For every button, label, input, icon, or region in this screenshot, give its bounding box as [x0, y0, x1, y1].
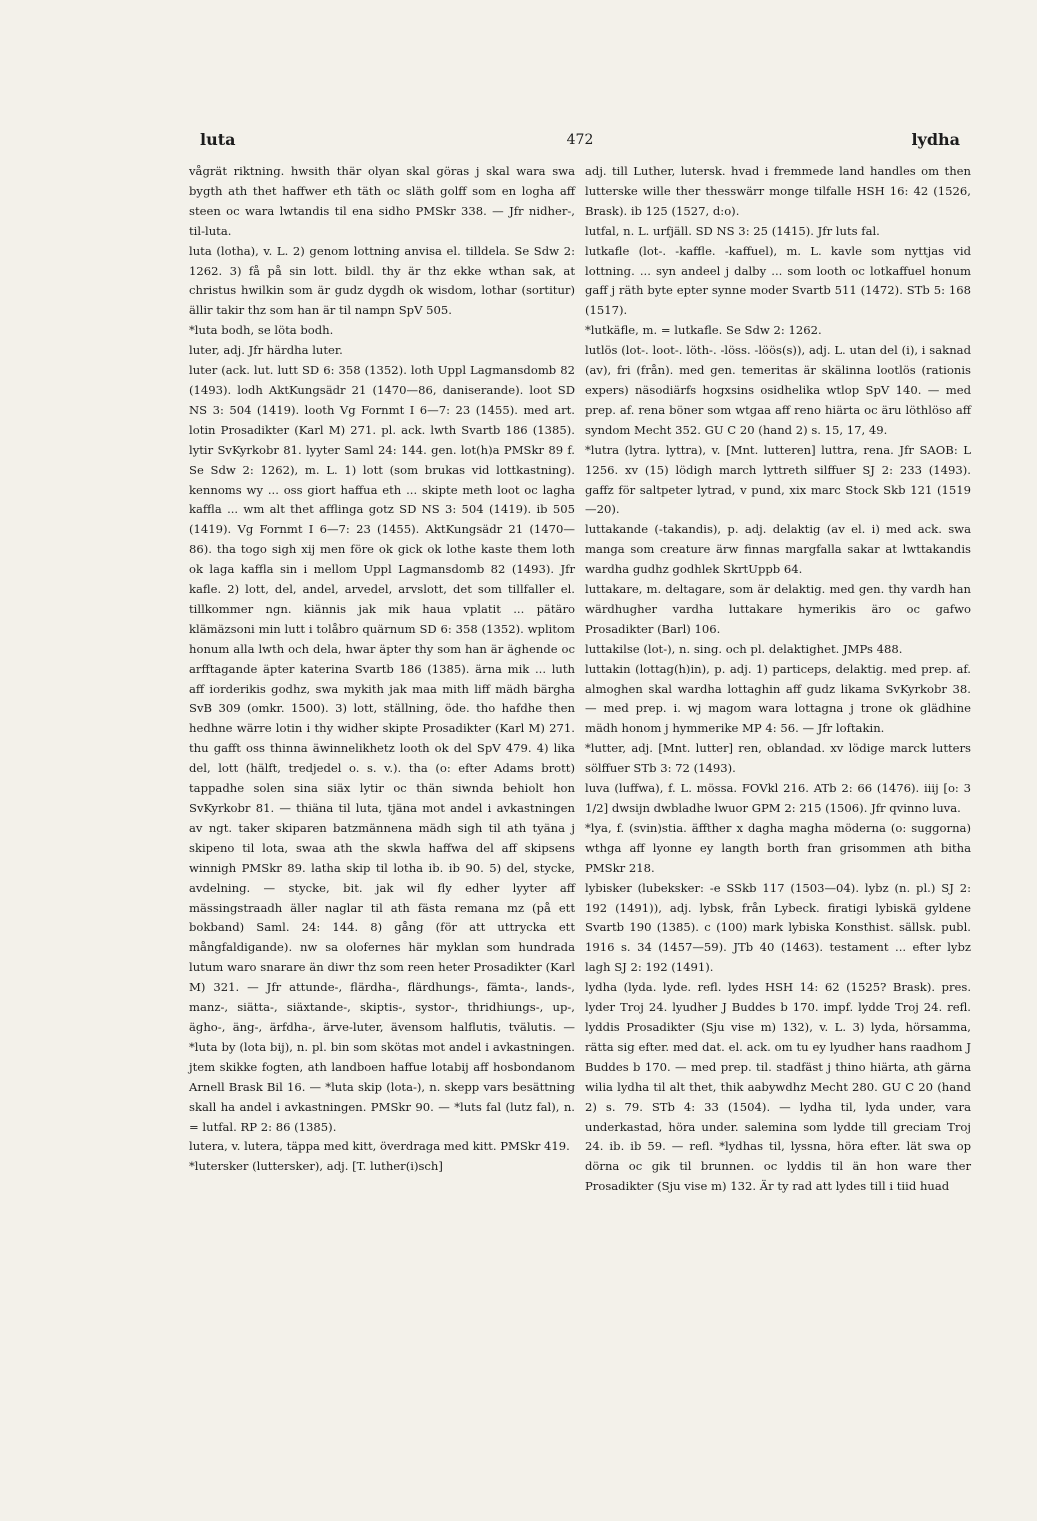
entry — [585, 580, 971, 640]
entry-text: luttakin (lottag(h)in), p. adj. 1) particeps, delaktig. med prep. af. almoghen skal wardha lottaghin aff gudz likama SvKyrkobr 38. — med prep. i. wj magom wara lottagna j trone ok glädhine mädh honom j hymmerike MP 4: 56. — Jfr loftakin. — [585, 661, 971, 736]
entry-text: lybisker (lubeksker: -e SSkb 117 (1503—04). lybz (n. pl.) SJ 2: 192 (1491)), adj. lybsk, från Lybeck. firatigi lybiskä gyldene Svartb 190 (1385). c (100) mark lybiska Konsthist. sällsk. publ. 1916 s. 34 (1457—59). JTb 40 (1463). testament ... efter lybz lagh SJ 2: 192 (1491). — [585, 880, 971, 975]
entry-text: luttakilse (lot-), n. sing. och pl. delaktighet. JMPs 488. — [585, 641, 903, 656]
entry-text: lutfal, n. L. urfjäll. SD NS 3: 25 (1415). Jfr luts fal. — [585, 223, 880, 238]
entry-text: lutkafle (lot-. -kaffle. -kaffuel), m. L. kavle som nyttjas vid lottning. ... syn andeel j dalby ... som looth oc lotkaffuel honum gaff j räth byte epter synne moder Svartb 511 (1472). STb 5: 168 (1517). — [585, 243, 971, 318]
entry-text: lutera, v. lutera, täppa med kitt, överdraga med kitt. PMSkr 419. — [189, 1139, 570, 1154]
entry-text: luta (lotha), v. L. 2) genom lottning anvisa el. tilldela. Se Sdw 2: 1262. 3) få på sin lott. bildl. thy är thz ekke wthan sak, at christus hwilkin som är gudz dygdh ok wisdom, lothar (sortitur) ällir takir thz som han är til nampn SpV 505. — [189, 243, 575, 318]
entry — [189, 361, 575, 1137]
entry — [585, 222, 971, 242]
entry-text: adj. till Luther, lutersk. hvad i fremmede land handles om then lutterske wille ther thesswärr monge tilfalle HSH 16: 42 (1526, Brask). ib 125 (1527, d:o). — [585, 164, 971, 218]
entry-text: lutlös (lot-. loot-. löth-. -löss. -löös(s)), adj. L. utan del (i), i saknad (av), fri (från). med gen. temeritas är skälinna lootlös (rationis expers) näsodiärfs hogxsins osidhelika wtlop SpV 140. — med prep. af. rena böner som wtgaa aff reno hiärta oc äru löthlöso aff syndom Mecht 352. GU C 20 (hand 2) s. 15, 17, 49. — [585, 343, 971, 437]
entry-text: lydha (lyda. lyde. refl. lydes HSH 14: 62 (1525? Brask). pres. lyder Troj 24. lyudher J Buddes b 170. impf. lydde Troj 24. refl. lyddis Prosadikter (Sju vise m) 132), v. L. 3) lyda, hörsamma, rätta sig efter. med dat. el. ack. om tu ey lyudher hans raadhom J Buddes b 170. — med prep. til. stadfäst j thino hiärta, ath gärna wilia lydha til alt thet, thik aabywdhz Mecht 280. GU C 20 (hand 2) s. 79. STb 4: 33 (1504). — lydha til, lyda under, vara underkastad, höra under. salemina som lydde till greciam Troj 24. ib. ib 59. — refl. *lydhas til, lyssna, höra efter. lät swa op dörna oc gik til brunnen. oc lyddis til än hon ware ther Prosadikter (Sju vise m) 132. Är ty rad att lydes till i tiid huad — [585, 980, 971, 1194]
entry-text: luttakande (-takandis), p. adj. delaktig (av el. i) med ack. swa manga som creature ärw finnas margfalla sakar at lwttakandis wardha gudhz godhlek SkrtUppb 64. — [585, 522, 971, 577]
entry-text: luter (ack. lut. lutt SD 6: 358 (1352). loth Uppl Lagmansdomb 82 (1493). lodh AktKungsädr 21 (1470—86, daniserande). loot SD NS 3: 504 (1419). looth Vg Fornmt I 6—7: 23 (1455). med art. lotin Prosadikter (Karl M) 271. pl. ack. lwth Svartb 186 (1385). lytir SvKyrkobr 81. lyyter Saml 24: 144. gen. lot(h)a PMSkr 89 f. Se Sdw 2: 1262), m. L. 1) lott (som brukas vid lottkastning). kennoms wy ... oss giort haffua eth ... skipte meth loot oc lagha kaffla ... wm alt thet afflinga gotz SD NS 3: 504 (1419). ib 505 (1419). Vg Fornmt I 6—7: 23 (1455). AktKungsädr 21 (1470—86). tha togo sigh xij men före ok gick ok lothe kaste them loth ok laga kaffla sin i mellom Uppl Lagmansdomb 82 (1493). Jfr kafle. 2) lott, del, andel, arvedel, arvslott, det som tillfaller el. tillkommer ngn. kiännis jak mik haua vplatit ... pätäro klämäzsoni min lutt i tolåbro quärnum SD 6: 358 (1352). wplitom honum alla lwth och dela, hwar äpter thy som han är äghende oc arfftagande äpter katerina Svartb 186 (1385). ärna mik ... luth aff iorderikis godhz, swa mykith jak maa mith liff mädh bärgha SvB 309 (omkr. 1500). 3) lott, ställning, öde. tho hafdhe then hedhne wärre lotin i thy widher skipte Prosadikter (Karl M) 271. thu gafft oss thinna äwinnelikhetz looth ok del SpV 479. 4) lika del, lott (hälft, tredjedel o. s. v.). tha (o: efter Adams brott) tappadhe solen sina siäx lytir oc thän siwnda behiolt hon SvKyrkobr 81. — thiäna til luta, tjäna mot andel i avkastningen av ngt. taker skiparen batzmännena mädh sigh til ath tyäna j skipeno til lota, swaa ath the skwla haffwa del aff skipsens winnigh PMSkr 89. latha skip til lotha ib. ib 90. 5) del, stycke, avdelning. — stycke, bit. jak wil fly edher lyyter aff mässingstraadh äller naglar til ath fästa remana mz (på ett bokband) Saml. 24: 144. 8) gång (för att uttrycka ett mångfaldigande). nw sa olofernes här myklan som hundrada lutum waro snarare än diwr thz som reen heter Prosadikter (Karl M) 321. — Jfr attunde-, flärdha-, flärdhungs-, fämta-, lands-, manz-, siätta-, siäxtande-, skiptis-, systor-, thridhiungs-, up-, ägho-, äng-, ärfdha-, ärve-luter, ävensom halflutis, tvälutis. — *luta by (lota bij), n. pl. bin som skötas mot andel i avkastningen. jtem skikke fogten, ath landboen haffue lotabij aff hosbondanom Arnell Brask Bil 16. — *luta skip (lota-), n. skepp vars besättning skall ha andel i avkastningen. PMSkr 90. — *luts fal (lutz fal), n. = lutfal. RP 2: 86 (1385). — [189, 363, 575, 1134]
entry-text: *luta bodh, se löta bodh. — [189, 323, 334, 338]
page-header — [200, 130, 960, 154]
entry — [585, 819, 971, 879]
entry — [585, 520, 971, 580]
entry — [189, 1157, 575, 1177]
entry-text: *lutkäfle, m. = lutkafle. Se Sdw 2: 1262. — [585, 323, 822, 338]
entry — [585, 341, 971, 441]
page-number: 472 — [566, 132, 594, 148]
entry — [189, 341, 575, 361]
entry — [585, 242, 971, 322]
entry — [585, 660, 971, 740]
entry — [585, 739, 971, 779]
entry — [585, 441, 971, 521]
entry — [585, 640, 971, 660]
entry-text: *lutter, adj. [Mnt. lutter] ren, oblandad. xv lödige marck lutters sölffuer STb 3: 72 (1493). — [585, 741, 971, 776]
left-column — [189, 162, 575, 1177]
entry-text: *lutersker (luttersker), adj. [T. luther(i)sch] — [189, 1159, 443, 1174]
entry-text: luttakare, m. deltagare, som är delaktig. med gen. thy vardh han wärdhugher vardha luttakare hymerikis äro oc gafwo Prosadikter (Barl) 106. — [585, 582, 971, 636]
entry — [189, 162, 575, 242]
entry-text: *lya, f. (svin)stia. äffther x dagha magha möderna (o: suggorna) wthga aff lyonne ey langth borth fran grisommen ath bitha PMSkr 218. — [585, 820, 971, 875]
right-column — [585, 162, 971, 1197]
entry-text: *lutra (lytra. lyttra), v. [Mnt. lutteren] luttra, rena. Jfr SAOB: L 1256. xv (15) lödigh march lyttreth silffuer SJ 2: 233 (1493). gaffz för saltpeter lytrad, v pund, xix marc Stock Skb 121 (1519—20). — [585, 442, 971, 517]
entry — [585, 162, 971, 222]
entry — [189, 321, 575, 341]
entry-text: luter, adj. Jfr härdha luter. — [189, 343, 343, 358]
entry — [189, 1137, 575, 1157]
entry — [585, 321, 971, 341]
header-right-word: lydha — [911, 130, 960, 149]
entry — [585, 879, 971, 979]
header-left-word: luta — [200, 130, 236, 149]
entry — [189, 242, 575, 322]
entry — [585, 978, 971, 1197]
entry — [585, 779, 971, 819]
entry-text: vågrät riktning. hwsith thär olyan skal göras j skal wara swa bygth ath thet haffwer eth täth oc släth golff som en logha aff steen oc wara lwtandis til ena sidho PMSkr 338. — Jfr nidher-, til-luta. — [189, 164, 575, 238]
entry-text: luva (luffwa), f. L. mössa. FOVkl 216. ATb 2: 66 (1476). iiij [o: 3 1/2] dwsijn dwbladhe lwuor GPM 2: 215 (1506). Jfr qvinno luva. — [585, 781, 971, 815]
